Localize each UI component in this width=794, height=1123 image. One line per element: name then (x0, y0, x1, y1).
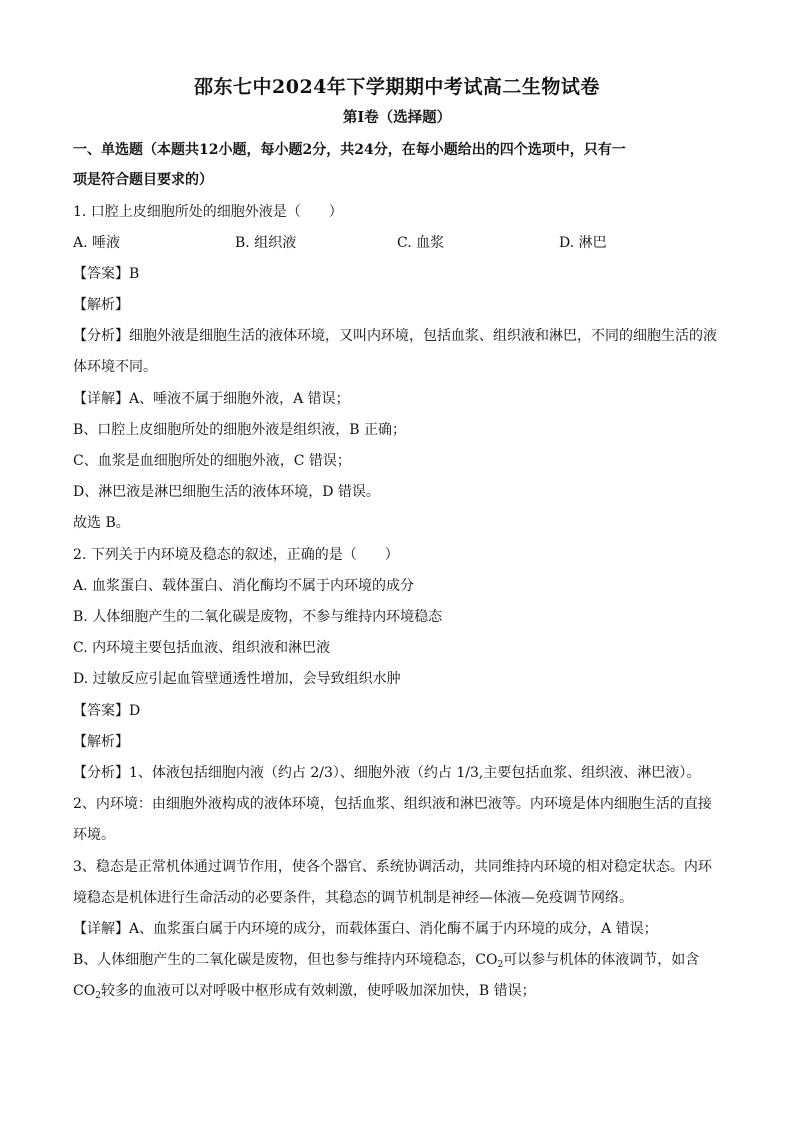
co2-subscript: 2 (95, 991, 101, 1001)
q2-detail-a: 【详解】A、血浆蛋白属于内环境的成分，而载体蛋白、消化酶不属于内环境的成分，A 错误； (73, 921, 658, 937)
q1-detail-d: D、淋巴液是淋巴细胞生活的液体环境，D 错误。 (73, 484, 380, 500)
q2-stem: 2. 下列关于内环境及稳态的叙述，正确的是（ ） (73, 547, 399, 563)
q1-option-c: C. 血浆 (397, 235, 445, 251)
q1-stem: 1. 口腔上皮细胞所处的细胞外液是（ ） (73, 204, 343, 220)
q2-fenxi-line4: 3、稳态是正常机体通过调节作用，使各个器官、系统协调活动，共同维持内环境的相对稳定状态。内环 (73, 859, 712, 875)
q1-detail-b: B、口腔上皮细胞所处的细胞外液是组织液，B 正确； (73, 422, 407, 438)
section-subtitle: 第I卷（选择题） (342, 109, 452, 126)
q2-answer: 【答案】D (73, 703, 141, 719)
q1-analysis-label: 【解析】 (73, 297, 129, 313)
q1-detail-a: 【详解】A、唾液不属于细胞外液，A 错误； (73, 391, 350, 407)
q2-fenxi-line3: 环境。 (73, 827, 115, 843)
q2-option-a: A. 血浆蛋白、载体蛋白、消化酶均不属于内环境的成分 (73, 578, 415, 594)
q2-detail-b1-text: B、人体细胞产生的二氧化碳是废物，但也参与维持内环境稳态，CO (73, 952, 498, 968)
q1-detail-c: C、血浆是血细胞所处的细胞外液，C 错误； (73, 453, 351, 469)
q1-fenxi-line2: 体环境不同。 (73, 359, 157, 375)
q1-fenxi-line1: 【分析】细胞外液是细胞生活的液体环境，又叫内环境，包括血浆、组织液和淋巴，不同的细胞生活的液 (73, 328, 717, 344)
q2-detail-b-line1 (73, 950, 723, 970)
document-title: 邵东七中2024年下学期期中考试高二生物试卷 (194, 76, 600, 98)
q2-fenxi-line2: 2、内环境：由细胞外液构成的液体环境，包括血浆、组织液和淋巴液等。内环境是体内细胞生活的直接 (73, 796, 712, 812)
co2-subscript: 2 (497, 960, 504, 970)
q2-fenxi-line1: 【分析】1、体液包括细胞内液（约占 2/3）、细胞外液（约占 1/3,主要包括血浆、组织液、淋巴液）。 (73, 765, 701, 781)
q2-detail-b2-co: CO (73, 983, 96, 999)
q2-analysis-label: 【解析】 (73, 734, 129, 750)
q1-option-a: A. 唾液 (73, 235, 121, 251)
q2-option-d: D. 过敏反应引起血管壁通透性增加，会导致组织水肿 (73, 671, 401, 687)
q2-detail-b1-text-cont: 可以参与机体的体液调节，如含 (503, 952, 700, 968)
q2-option-c: C. 内环境主要包括血液、组织液和淋巴液 (73, 640, 331, 656)
q2-option-b: B. 人体细胞产生的二氧化碳是废物，不参与维持内环境稳态 (73, 609, 443, 625)
q1-conclusion: 故选 B。 (73, 515, 130, 531)
q1-option-b: B. 组织液 (235, 235, 297, 251)
section-heading-line1: 一、单选题（本题共12小题，每小题2分，共24分，在每小题给出的四个选项中，只有一 (73, 142, 626, 158)
q1-answer: 【答案】B (73, 266, 140, 282)
q1-option-d: D. 淋巴 (559, 235, 607, 251)
q2-fenxi-line5: 境稳态是机体进行生命活动的必要条件，其稳态的调节机制是神经—体液—免疫调节网络。 (73, 890, 633, 906)
section-heading-line2: 项是符合题目要求的） (73, 172, 213, 188)
q2-detail-b2-text: 较多的血液可以对呼吸中枢形成有效刺激，使呼吸加深加快，B 错误； (100, 983, 536, 999)
q2-detail-b-line2 (73, 981, 723, 1001)
